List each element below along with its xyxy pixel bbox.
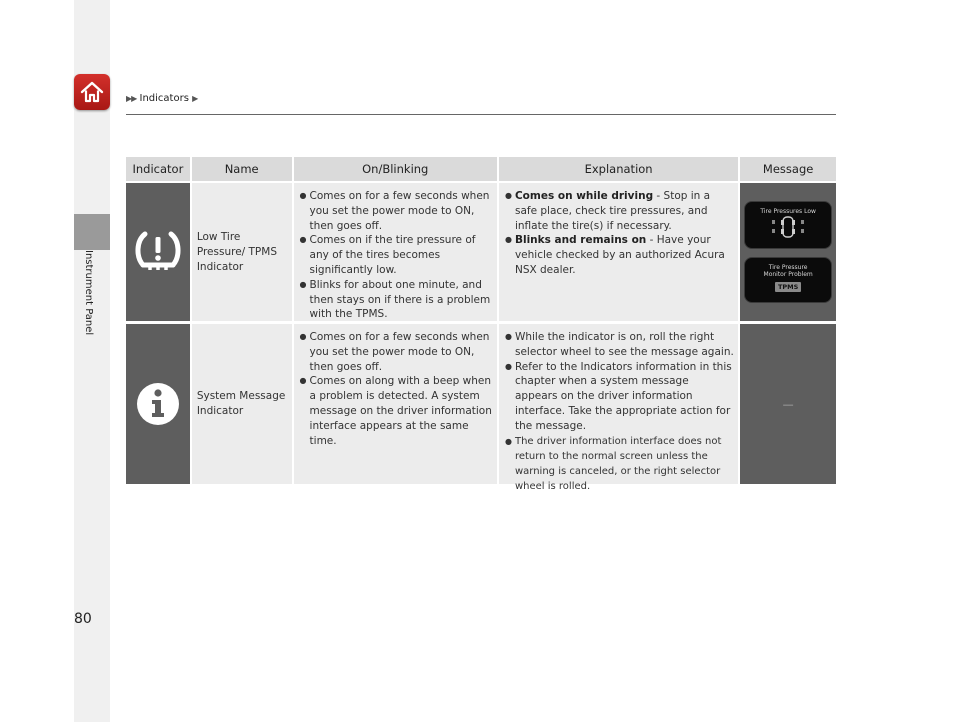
header-explanation: Explanation	[499, 157, 738, 181]
list-item: ● The driver information interface does not return to the normal screen unless the warning is canceled, or the right selector wheel is rolled.	[505, 434, 734, 495]
breadcrumb-section-link[interactable]: Indicators	[139, 93, 189, 104]
table-header-row	[126, 157, 836, 181]
table-row	[126, 324, 836, 493]
header-message: Message	[740, 157, 836, 181]
breadcrumb	[126, 93, 197, 104]
list-item: ● Blinks for about one minute, and then stays on if there is a problem with the TPMS.	[300, 278, 493, 322]
message-text: Tire Pressure Monitor Problem	[763, 264, 813, 278]
home-button[interactable]	[74, 74, 110, 110]
header-rule	[126, 114, 836, 115]
message-text: Tire Pressures Low	[760, 208, 816, 215]
indicator-cell	[126, 183, 190, 321]
list-item: ● While the indicator is on, roll the right selector wheel to see the message again.	[505, 330, 734, 360]
car-tires-icon	[768, 215, 808, 239]
list-item: ● Comes on if the tire pressure of any of the tires becomes significantly low.	[300, 233, 493, 277]
tire-pressure-warning-icon	[133, 227, 183, 277]
on-blinking-cell	[294, 183, 497, 321]
list-item: ● Comes on for a few seconds when you set the power mode to ON, then goes off.	[300, 330, 493, 374]
breadcrumb-arrows: ▶▶	[126, 94, 137, 103]
tpms-badge: TPMS	[775, 282, 801, 292]
explanation-cell	[499, 183, 738, 321]
list-item: ● Comes on for a few seconds when you set the power mode to ON, then goes off.	[300, 189, 493, 233]
indicator-table	[126, 157, 836, 493]
indicator-name: Low Tire Pressure/ TPMS Indicator	[192, 183, 292, 321]
on-blinking-cell	[294, 324, 497, 484]
list-item: ● Comes on along with a beep when a problem is detected. A system message on the driver information interface appears at the same time.	[300, 374, 493, 448]
indicator-name: System Message Indicator	[192, 324, 292, 484]
table-row	[126, 183, 836, 321]
info-icon	[134, 380, 182, 428]
message-cell	[740, 183, 836, 321]
page-number: 80	[74, 611, 92, 627]
message-screen	[744, 201, 832, 249]
list-item	[505, 189, 734, 233]
header-name: Name	[192, 157, 292, 181]
list-item	[505, 233, 734, 277]
breadcrumb-arrow: ▶	[192, 94, 198, 103]
explanation-term: Comes on while driving	[514, 190, 654, 202]
header-indicator: Indicator	[126, 157, 190, 181]
explanation-text: - Stop in a safe place, check tire pressures, and inflate the tire(s) if necessary.	[514, 190, 711, 232]
home-icon	[79, 79, 105, 105]
message-screen	[744, 257, 832, 303]
side-tab-marker[interactable]	[74, 214, 110, 250]
indicator-cell	[126, 324, 190, 484]
explanation-cell	[499, 324, 738, 493]
message-cell	[740, 324, 836, 484]
header-on-blinking: On/Blinking	[294, 157, 497, 181]
explanation-text: - Have your vehicle checked by an authorized Acura NSX dealer.	[514, 234, 725, 276]
list-item: ● Refer to the Indicators information in this chapter when a system message appears on the driver information interface. Take the appropriate action for the message.	[505, 360, 734, 434]
message-none: —	[782, 397, 794, 411]
side-tab-label: Instrument Panel	[83, 250, 94, 336]
explanation-term: Blinks and remains on	[514, 234, 647, 247]
